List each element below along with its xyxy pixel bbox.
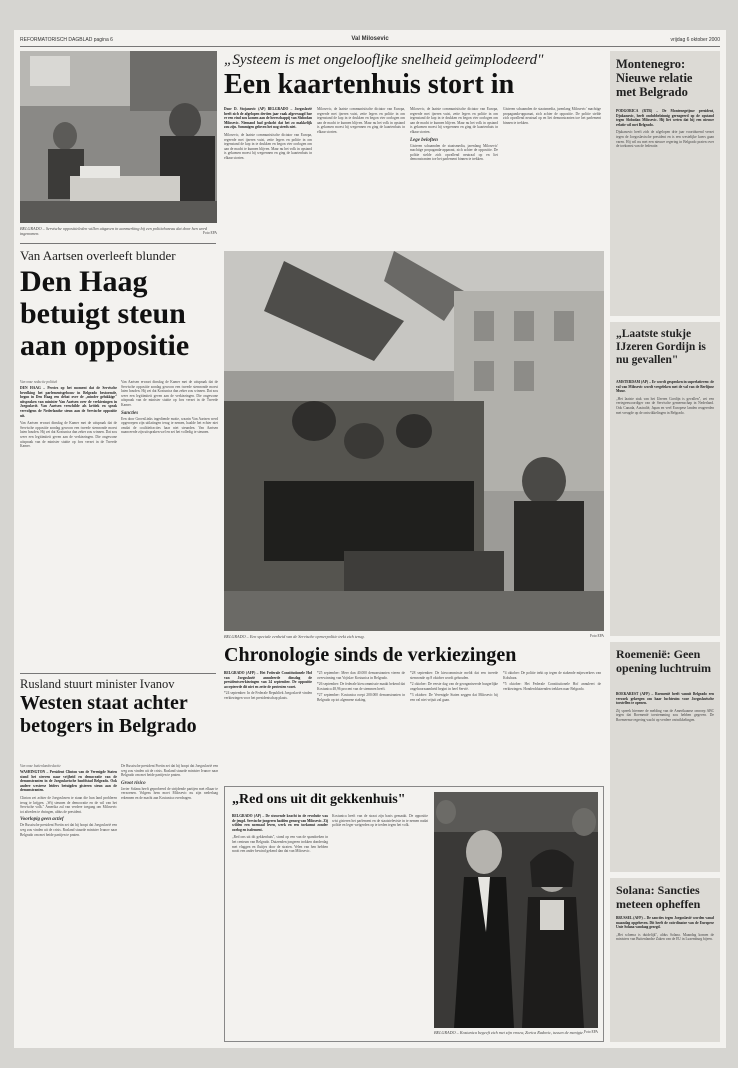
russia-kicker: Rusland stuurt minister Ivanov	[20, 677, 175, 691]
kostunica-caption	[434, 1030, 598, 1042]
header-rule	[20, 46, 720, 47]
issue-date: vrijdag 6 oktober 2000	[670, 37, 720, 43]
newspaper-page	[14, 30, 726, 1048]
main-story-body2: Gisteren schaamden de staatsmedia, jarenlang Milosevic' machtige propaganda-apparaat, zich achter de oppositie. De politie stelde zich opvallend neutraal op en liet demonstranten toe het parlement binnen te trekken.	[410, 143, 498, 162]
paper-name: REFORMATORISCH DAGBLAD pagina 6	[20, 37, 113, 43]
sidebar-iron-curtain-body: „Het laatste stuk van het IJzeren Gordijn is gevallen", zei een vertegenwoordiger van de Servische gemeenschap in Nederland. Ook Canada, Australië, Japan en veel Europese landen reageerden met vreugde op de ontwikkelingen in Belgrado.	[616, 396, 714, 415]
chronology-item: *4 oktober: De politie trekt op tegen de stakende mijnwerkers van Kolubara.	[503, 671, 601, 680]
sidebar-romania-text	[616, 692, 714, 867]
chronology-item: *25 september: Meer dan 40.000 demonstranten vieren de overwinning van Vojislav Kostunica in Belgrado.	[317, 671, 405, 680]
den-haag-body: Van Aartsen ervaart dinsdag de Kamer met de uitspraak dat de Servische oppositie zondag gewoon een tweede stemronde moest laten houden. Hij zei dat Kostunica dan zeker zou winnen. Dat zou weer een legitimiteit geven aan de verkiezingen. Die ongewone uitspraak van de minister stuitte op fors verzet in de Tweede Kamer.	[20, 421, 117, 449]
sidebar-romania	[610, 642, 720, 872]
top-photo-caption-text: BELGRADO – Servische oppositieleden willen uitgaven in aanmerking bij een politiebureau dat door hen werd ingenomen.	[20, 226, 207, 236]
den-haag-kicker: Van Aartsen overleeft blunder	[20, 248, 176, 263]
russia-headline: Westen staat achter betogers in Belgrado	[20, 692, 197, 737]
main-story-body2-cont: Gisteren schaamden de staatsmedia, jarenlang Milosevic' machtige propaganda-apparaat, zich achter de oppositie. De politie stelde zich opvallend neutraal op en liet demonstranten toe het parlement binnen te trekken.	[503, 107, 601, 125]
chronology-item: *5 oktober: Het Federale Constitutionele Hof annuleert de verkiezingen. Honderdduizenden trekken naar Belgrado.	[503, 682, 601, 691]
den-haag-subhead: Sancties	[121, 410, 139, 416]
top-photo-credit: Foto EPA	[203, 231, 217, 235]
russia-col-2	[121, 764, 218, 1020]
main-story-subhead: Lege beloften	[410, 137, 438, 143]
kostunica-photo	[434, 792, 598, 1028]
red-ons-lead: BELGRADO (AP) – De stuwende kracht in de revolutie was de jeugd. Servische jongeren hadden genoeg van Milosevic. Zij wilden een normaal leven, werk en een toekomst zonder oorlog en isolement.	[232, 814, 328, 832]
red-ons-body2: Kostunica heeft van de straat zijn basis gemaakt. De oppositie wist gisteren het parlement en de staatstelevisie in te nemen nadat politie en leger weigerden op te treden tegen het volk.	[332, 814, 428, 828]
kostunica-caption-text: BELGRADO – Kostunica begeeft zich met zijn vrouw, Zorica Radovic, tussen de menigte.	[434, 1030, 584, 1035]
main-story-body-cont2: Milosevic, de laatste communistische dictator van Europa, regeerde met ijzeren vuist, zette legers en politie in om tegenstand de kop in te drukken en begon vier oorlogen om aan de macht te kunnen blijven. Maar nu het volk in opstand is gekomen moest hij wegrennen en ging de kaartenhuis in elkaar storten.	[410, 107, 498, 134]
sidebar-solana-body: „Het schema is duidelijk", aldus Solana. Maandag komen de ministers van Buitenlandse Zaken van de EU in Luxemburg bijeen.	[616, 932, 714, 942]
den-haag-lead: DEN HAAG – Precies op het moment dat de Servische bevolking het parlementsgebouw in Belgrado bestormde, begon in Den Haag een debat over de „minder gelukkige" uitspraken van minister Van Aartsen over de verkiezingen in Joegoslavië. Van Aartsen verschilde als kritiek en sprak vervolgens de Nederlandse steun aan de Servische oppositie uit.	[20, 386, 117, 418]
den-haag-body-cont: Van Aartsen ervaart dinsdag de Kamer met de uitspraak dat de Servische oppositie zondag gewoon een tweede stemronde moest laten houden. Hij zei dat Kostunica dan zeker zou winnen. Dat zou weer een legitimiteit geven aan de verkiezingen. Die ongewone uitspraak van de minister stuitte op fors verzet in de Tweede Kamer.	[121, 380, 218, 407]
main-story-col-1	[224, 107, 312, 247]
main-headline: Een kaartenhuis stort in	[224, 69, 515, 100]
main-story-lead: Door D. Stojanovic (AP) BELGRADO – Joegoslavië heeft zich de afgelopen dertien jaar vaak afgevraagd hoe er een eind zou komen aan de heerschappij van Slobodan Milosevic. Niemand had gedacht dat het zo makkelijk zou zijn. Sommigen geloven het nog steeds niet.	[224, 107, 312, 130]
page-header	[20, 36, 720, 44]
chronology-col-3	[410, 671, 498, 781]
russia-body2-cont: De Russische president Poetin zei dat hij hoopt dat Joegoslavië een weg zou vinden uit de crisis. Rusland stuurde minister Ivanov naar Belgrado om met beide partijen te praten.	[121, 764, 218, 778]
sidebar-iron-curtain-headline: „Laatste stukje IJzeren Gordijn is nu gevallen"	[616, 328, 706, 366]
den-haag-byline: Van onze redactie politiek	[20, 380, 58, 384]
chronology-item: *24 september: In de Federale Republiek Joegoslavië vinden verkiezingen voor het presidentschap plaats.	[224, 691, 312, 700]
main-photo-caption-text: BELGRADO – Een speciale eenheid van de Servische oproerpolitie trekt zich terug.	[224, 634, 365, 639]
sidebar-romania-body: Zij spreek hiermee de melding van de Amerikaanse omroep ABC tegen dat Roemenië toestemming zou hebben gegeven. De Roemeense regering wacht op verdere ontwikkelingen.	[616, 708, 714, 722]
chronology-col-1	[224, 671, 312, 781]
chronology-item: *26 september: De federale kiescommissie maakt bekend dat Kostunica 48,96 procent van de stemmen heeft.	[317, 682, 405, 691]
main-photo-caption	[224, 634, 604, 642]
den-haag-body2: Een door GroenLinks ingediende motie, waarin Van Aartsen werd opgeroepen zijn uitlatingen terug te nemen, haalde het echter niet omdat de coalitiefracties haar niet steunden. Van Aartsen nuanceerde zijn uitspraken wel en zei het volledig te steunen.	[121, 416, 218, 435]
den-haag-col-1	[20, 386, 117, 666]
main-story-col-2	[317, 107, 405, 247]
den-haag-top-rule	[20, 243, 216, 244]
russia-subhead-1: Voorlopig geen actief	[20, 817, 64, 823]
red-ons-kicker: „Red ons uit dit gekkenhuis"	[232, 792, 406, 807]
main-story-col-4	[503, 107, 601, 247]
sidebar-solana-headline: Solana: Sancties meteen opheffen	[616, 883, 701, 911]
top-photo-caption	[20, 226, 217, 238]
sidebar-montenegro-text	[616, 109, 714, 309]
police-station-photo	[20, 51, 217, 223]
sidebar-romania-lead: BOEKAREST (AFP) – Roemenië heeft vanuit Belgrado een verzoek gekregen om haar luchtruim voor Joegoslavische toestellen te openen.	[616, 692, 714, 706]
kostunica-credit: Foto EPA	[584, 1030, 598, 1034]
chronology-headline: Chronologie sinds de verkiezingen	[224, 644, 517, 666]
chronology-item: *28 september: De kiescommissie meldt dat een tweede stemronde op 8 oktober wordt gehouden.	[410, 671, 498, 680]
chronology-col-4	[503, 671, 601, 781]
russia-subhead-2: Groot risico	[121, 780, 146, 786]
main-story-body: Milosevic, de laatste communistische dictator van Europa, regeerde met ijzeren vuist, zette legers en politie in om tegenstand de kop in te drukken en begon vier oorlogen om aan de macht te kunnen blijven. Maar nu het volk in opstand is gekomen moest hij wegrennen en ging de kaartenhuis in elkaar storten.	[224, 132, 312, 160]
red-ons-body: „Red ons uit dit gekkenhuis", stond op een van de spandoeken in het centrum van Belgrado. Duizenden jongeren trokken donderdag met vlaggen en fluitjes door de straten. Velen van hen hebben nooit een ander bewind gekend dan dat van Milosevic.	[232, 835, 328, 854]
red-ons-col-2	[332, 814, 428, 1036]
sidebar-iron-curtain-text	[616, 380, 714, 630]
den-haag-col-2	[121, 380, 218, 666]
main-photo-credit: Foto EPA	[590, 634, 604, 638]
sidebar-iron-curtain	[610, 322, 720, 636]
sidebar-solana	[610, 878, 720, 1042]
red-ons-col-1	[232, 814, 328, 1036]
sidebar-solana-text	[616, 916, 714, 1036]
russia-body3: Javier Solana heeft geprobeerd de strijdende partijen met elkaar te verzoenen. Volgens hem moet Milosevic nu zijn nederlaag erkennen en de macht aan Kostunica overdragen.	[121, 786, 218, 800]
russia-col-1	[20, 770, 117, 1020]
sidebar-montenegro-headline: Montenegro: Nieuwe relatie met Belgrado	[616, 57, 693, 99]
den-haag-headline: Den Haag betuigt steun aan oppositie	[20, 265, 190, 362]
sidebar-solana-lead: BRUSSEL (AFP) – De sancties tegen Joegoslavië worden vanaf maandag opgeheven. Dit heeft de coördinator van de Europese Unie Solana vandaag gezegd.	[616, 916, 714, 930]
chronology-item: *27 september: Kostunica roept 200.000 demonstranten in Belgrado op tot algemene staking.	[317, 693, 405, 702]
russia-lead: WASHINGTON – President Clinton van de Verenigde Staten stond het streven naar vrijheid en democratie van de demonstranten in de Joegoslavische hoofdstad Belgrado. Ook andere westerse leiders betuigden gisteren steun aan de demonstranten.	[20, 770, 117, 793]
russia-byline: Van onze buitenlandredactie	[20, 764, 61, 768]
sidebar-romania-headline: Roemenië: Geen opening luchtruim	[616, 647, 712, 675]
russia-body: Clinton zei achter de Joegoslaven te staan die hun land probleren terug te krijgen. „Wij steunen de democratie en de wil van het Servische volk." Amerika zal van verdere toegang om Milosevic tot aftreden te dwingen, aldus de president.	[20, 795, 117, 814]
sidebar-iron-curtain-lead: AMSTERDAM (AP) – Er wordt gesproken in superlatieven: de val van Milosevic wordt vergeleken met de val van de Berlijnse Muur.	[616, 380, 714, 394]
chronology-item: *3 oktober: De Verenigde Staten zeggen dat Milosevic bij een val niet vrijuit zal gaan.	[410, 693, 498, 702]
sidebar-montenegro-body: Djukanovic heeft zich de afgelopen drie jaar voortdurend verzet tegen de Joegoslavische president en is een westelijke koers gaan varen. Hij wil nu met een nieuwe regering in Belgrado praten over de toekomst van de federatie.	[616, 130, 714, 149]
sidebar-montenegro-lead: PODGORICA (RTR) – De Montenegrijnse president, Djukanovic, heeft ondubbelzinnig gereageerd op de opstand tegen Slobodan Milosevic. Hij liet weten dat hij een nieuwe relatie wil met Belgrado.	[616, 109, 714, 127]
main-kicker: „Systeem is met ongeloofljke snelheid geïmplodeerd"	[224, 52, 544, 68]
chronology-lead: BELGRADO (AFP) – Het Federale Constitutionele Hof van Joegoslavië annuleerde dinsdag de presidentsverkiezingen van 24 september. De oppositie accepteerde dit niet en zette de protesten voort.	[224, 671, 312, 689]
chronology-item: *2 oktober: De eerste dag van de georganiseerde burgerlijke ongehoorzaamheid begint in heel Servië.	[410, 682, 498, 691]
main-story-col-3	[410, 107, 498, 247]
section-title: Val Milosevic	[351, 36, 389, 42]
russia-top-rule	[20, 673, 216, 674]
sidebar-montenegro	[610, 51, 720, 316]
chronology-col-2	[317, 671, 405, 781]
russia-body2: De Russische president Poetin zei dat hij hoopt dat Joegoslavië een weg zou vinden uit de crisis. Rusland stuurde minister Ivanov naar Belgrado om met beide partijen te praten.	[20, 823, 117, 837]
main-story-body-cont: Milosevic, de laatste communistische dictator van Europa, regeerde met ijzeren vuist, zette legers en politie in om tegenstand de kop in te drukken en begon vier oorlogen om aan de macht te kunnen blijven. Maar nu het volk in opstand is gekomen moest hij wegrennen en ging de kaartenhuis in elkaar storten.	[317, 107, 405, 134]
riot-police-photo	[224, 251, 604, 631]
